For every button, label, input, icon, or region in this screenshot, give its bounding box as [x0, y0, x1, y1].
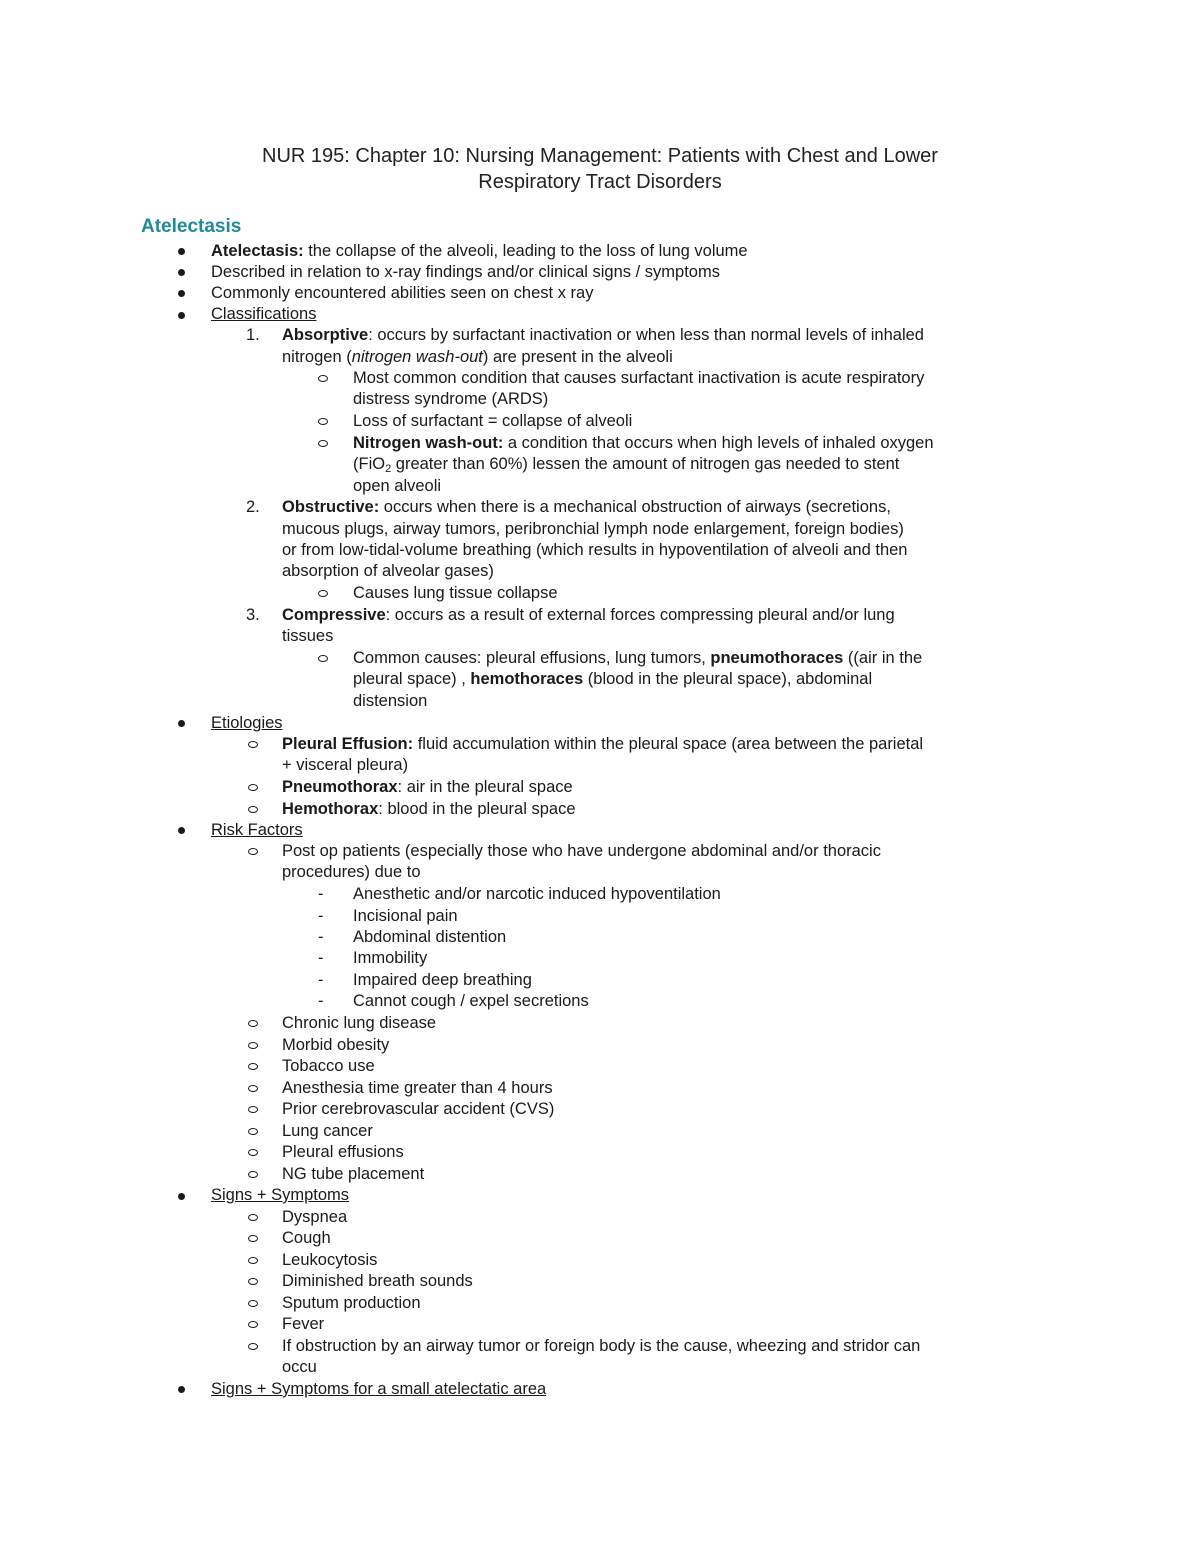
bullet-ring — [248, 1063, 258, 1070]
dash-marker: - — [318, 907, 324, 925]
abs-sub2-line: Loss of surfactant = collapse of alveoli — [353, 412, 633, 430]
abs-sub3-line-3: open alveoli — [353, 477, 442, 495]
obs-sub1-line: Causes lung tissue collapse — [353, 584, 558, 602]
bullet-ring — [248, 784, 258, 791]
bullet-ring — [318, 418, 328, 425]
bullet-ring — [248, 741, 258, 748]
dash-marker: - — [318, 992, 324, 1010]
dash-marker: - — [318, 885, 324, 903]
comp-sub1-line-1: Common causes: pleural effusions, lung tumors, pneumothoraces ((air in the — [353, 649, 923, 667]
commonly-line: Commonly encountered abilities seen on chest x ray — [211, 284, 594, 302]
list-item: Tobacco use — [282, 1057, 375, 1075]
etiologies-heading: Etiologies — [211, 714, 283, 732]
list-item: Leukocytosis — [282, 1251, 378, 1269]
bullet-dot — [178, 312, 185, 319]
bullet-ring — [248, 1042, 258, 1049]
dash-marker: - — [318, 949, 324, 967]
obstructive-line-1: Obstructive: occurs when there is a mechanical obstruction of airways (secretions, — [282, 498, 891, 516]
abs-sub3-line-1: Nitrogen wash-out: a condition that occurs when high levels of inhaled oxygen — [353, 434, 934, 452]
list-item: Anesthesia time greater than 4 hours — [282, 1079, 553, 1097]
list-number: 1. — [246, 326, 260, 344]
bullet-ring — [248, 1128, 258, 1135]
bullet-ring — [248, 806, 258, 813]
list-number: 2. — [246, 498, 260, 516]
classifications-heading: Classifications — [211, 305, 317, 323]
list-number: 3. — [246, 606, 260, 624]
list-item: Impaired deep breathing — [353, 971, 532, 989]
bullet-ring — [248, 1085, 258, 1092]
compressive-line-2: tissues — [282, 627, 334, 645]
signs-last-line-2: occu — [282, 1358, 317, 1376]
etiology-1-line-1: Pleural Effusion: fluid accumulation within the pleural space (area between the parietal — [282, 735, 924, 753]
bullet-ring — [248, 1343, 258, 1350]
list-item: Morbid obesity — [282, 1036, 390, 1054]
list-item: Diminished breath sounds — [282, 1272, 473, 1290]
bullet-dot — [178, 248, 185, 255]
comp-sub1-line-2: pleural space) , hemothoraces (blood in the pleural space), abdominal — [353, 670, 873, 688]
dash-marker: - — [318, 971, 324, 989]
etiology-3-line: Hemothorax: blood in the pleural space — [282, 800, 576, 818]
bullet-dot — [178, 290, 185, 297]
bullet-ring — [318, 655, 328, 662]
bullet-ring — [248, 1321, 258, 1328]
obstructive-line-3: or from low-tidal-volume breathing (which results in hypoventilation of alveoli and then — [282, 541, 908, 559]
obstructive-line-2: mucous plugs, airway tumors, peribronchial lymph node enlargement, foreign bodies) — [282, 520, 904, 538]
list-item: Fever — [282, 1315, 325, 1333]
list-item: Prior cerebrovascular accident (CVS) — [282, 1100, 555, 1118]
bullet-ring — [248, 1106, 258, 1113]
bullet-ring — [248, 1020, 258, 1027]
postop-line-1: Post op patients (especially those who have undergone abdominal and/or thoracic — [282, 842, 881, 860]
bullet-dot — [178, 1193, 185, 1200]
bullet-ring — [248, 848, 258, 855]
bullet-ring — [248, 1214, 258, 1221]
list-item: Pleural effusions — [282, 1143, 404, 1161]
risk-factors-heading: Risk Factors — [211, 821, 303, 839]
compressive-line-1: Compressive: occurs as a result of external forces compressing pleural and/or lung — [282, 606, 895, 624]
comp-sub1-line-3: distension — [353, 692, 428, 710]
list-item: Anesthetic and/or narcotic induced hypoventilation — [353, 885, 721, 903]
bullet-dot — [178, 1386, 185, 1393]
bullet-ring — [318, 590, 328, 597]
etiology-1-line-2: + visceral pleura) — [282, 756, 409, 774]
title-line-1: NUR 195: Chapter 10: Nursing Management: Patients with Chest and Lower — [262, 145, 938, 167]
list-item: Cough — [282, 1229, 331, 1247]
bullet-dot — [178, 827, 185, 834]
title-line-2: Respiratory Tract Disorders — [478, 171, 722, 193]
bullet-ring — [248, 1149, 258, 1156]
etiology-2-line: Pneumothorax: air in the pleural space — [282, 778, 573, 796]
bullet-ring — [248, 1257, 258, 1264]
page-title — [0, 143, 1200, 195]
section-heading: Atelectasis — [141, 216, 242, 237]
bullet-dot — [178, 269, 185, 276]
signs-last-line-1: If obstruction by an airway tumor or foreign body is the cause, wheezing and stridor can — [282, 1337, 921, 1355]
absorptive-line-2: nitrogen (nitrogen wash-out) are present in the alveoli — [282, 348, 673, 366]
list-item: Lung cancer — [282, 1122, 373, 1140]
abs-sub1-line-2: distress syndrome (ARDS) — [353, 390, 549, 408]
obstructive-line-4: absorption of alveolar gases) — [282, 562, 494, 580]
list-item: Immobility — [353, 949, 428, 967]
list-item: Incisional pain — [353, 907, 458, 925]
list-item: Chronic lung disease — [282, 1014, 437, 1032]
signs-heading: Signs + Symptoms — [211, 1186, 350, 1204]
definition-line: Atelectasis: the collapse of the alveoli, leading to the loss of lung volume — [211, 242, 748, 260]
list-item: Dyspnea — [282, 1208, 348, 1226]
list-item: Cannot cough / expel secretions — [353, 992, 589, 1010]
bullet-ring — [248, 1171, 258, 1178]
bullet-ring — [248, 1235, 258, 1242]
dash-marker: - — [318, 928, 324, 946]
described-line: Described in relation to x-ray findings and/or clinical signs / symptoms — [211, 263, 720, 281]
signs-small-heading: Signs + Symptoms for a small atelectatic area — [211, 1380, 547, 1398]
bullet-ring — [318, 375, 328, 382]
bullet-ring — [318, 440, 328, 447]
bullet-ring — [248, 1300, 258, 1307]
postop-line-2: procedures) due to — [282, 863, 421, 881]
abs-sub3-line-2: (FiO$_2$ greater than 60%) lessen the amount of nitrogen gas needed to stent — [353, 455, 900, 475]
list-item: Sputum production — [282, 1294, 421, 1312]
bullet-dot — [178, 720, 185, 727]
bullet-ring — [248, 1278, 258, 1285]
abs-sub1-line-1: Most common condition that causes surfactant inactivation is acute respiratory — [353, 369, 925, 387]
list-item: NG tube placement — [282, 1165, 425, 1183]
list-item: Abdominal distention — [353, 928, 507, 946]
absorptive-line-1: Absorptive: occurs by surfactant inactivation or when less than normal levels of inhaled — [282, 326, 924, 344]
